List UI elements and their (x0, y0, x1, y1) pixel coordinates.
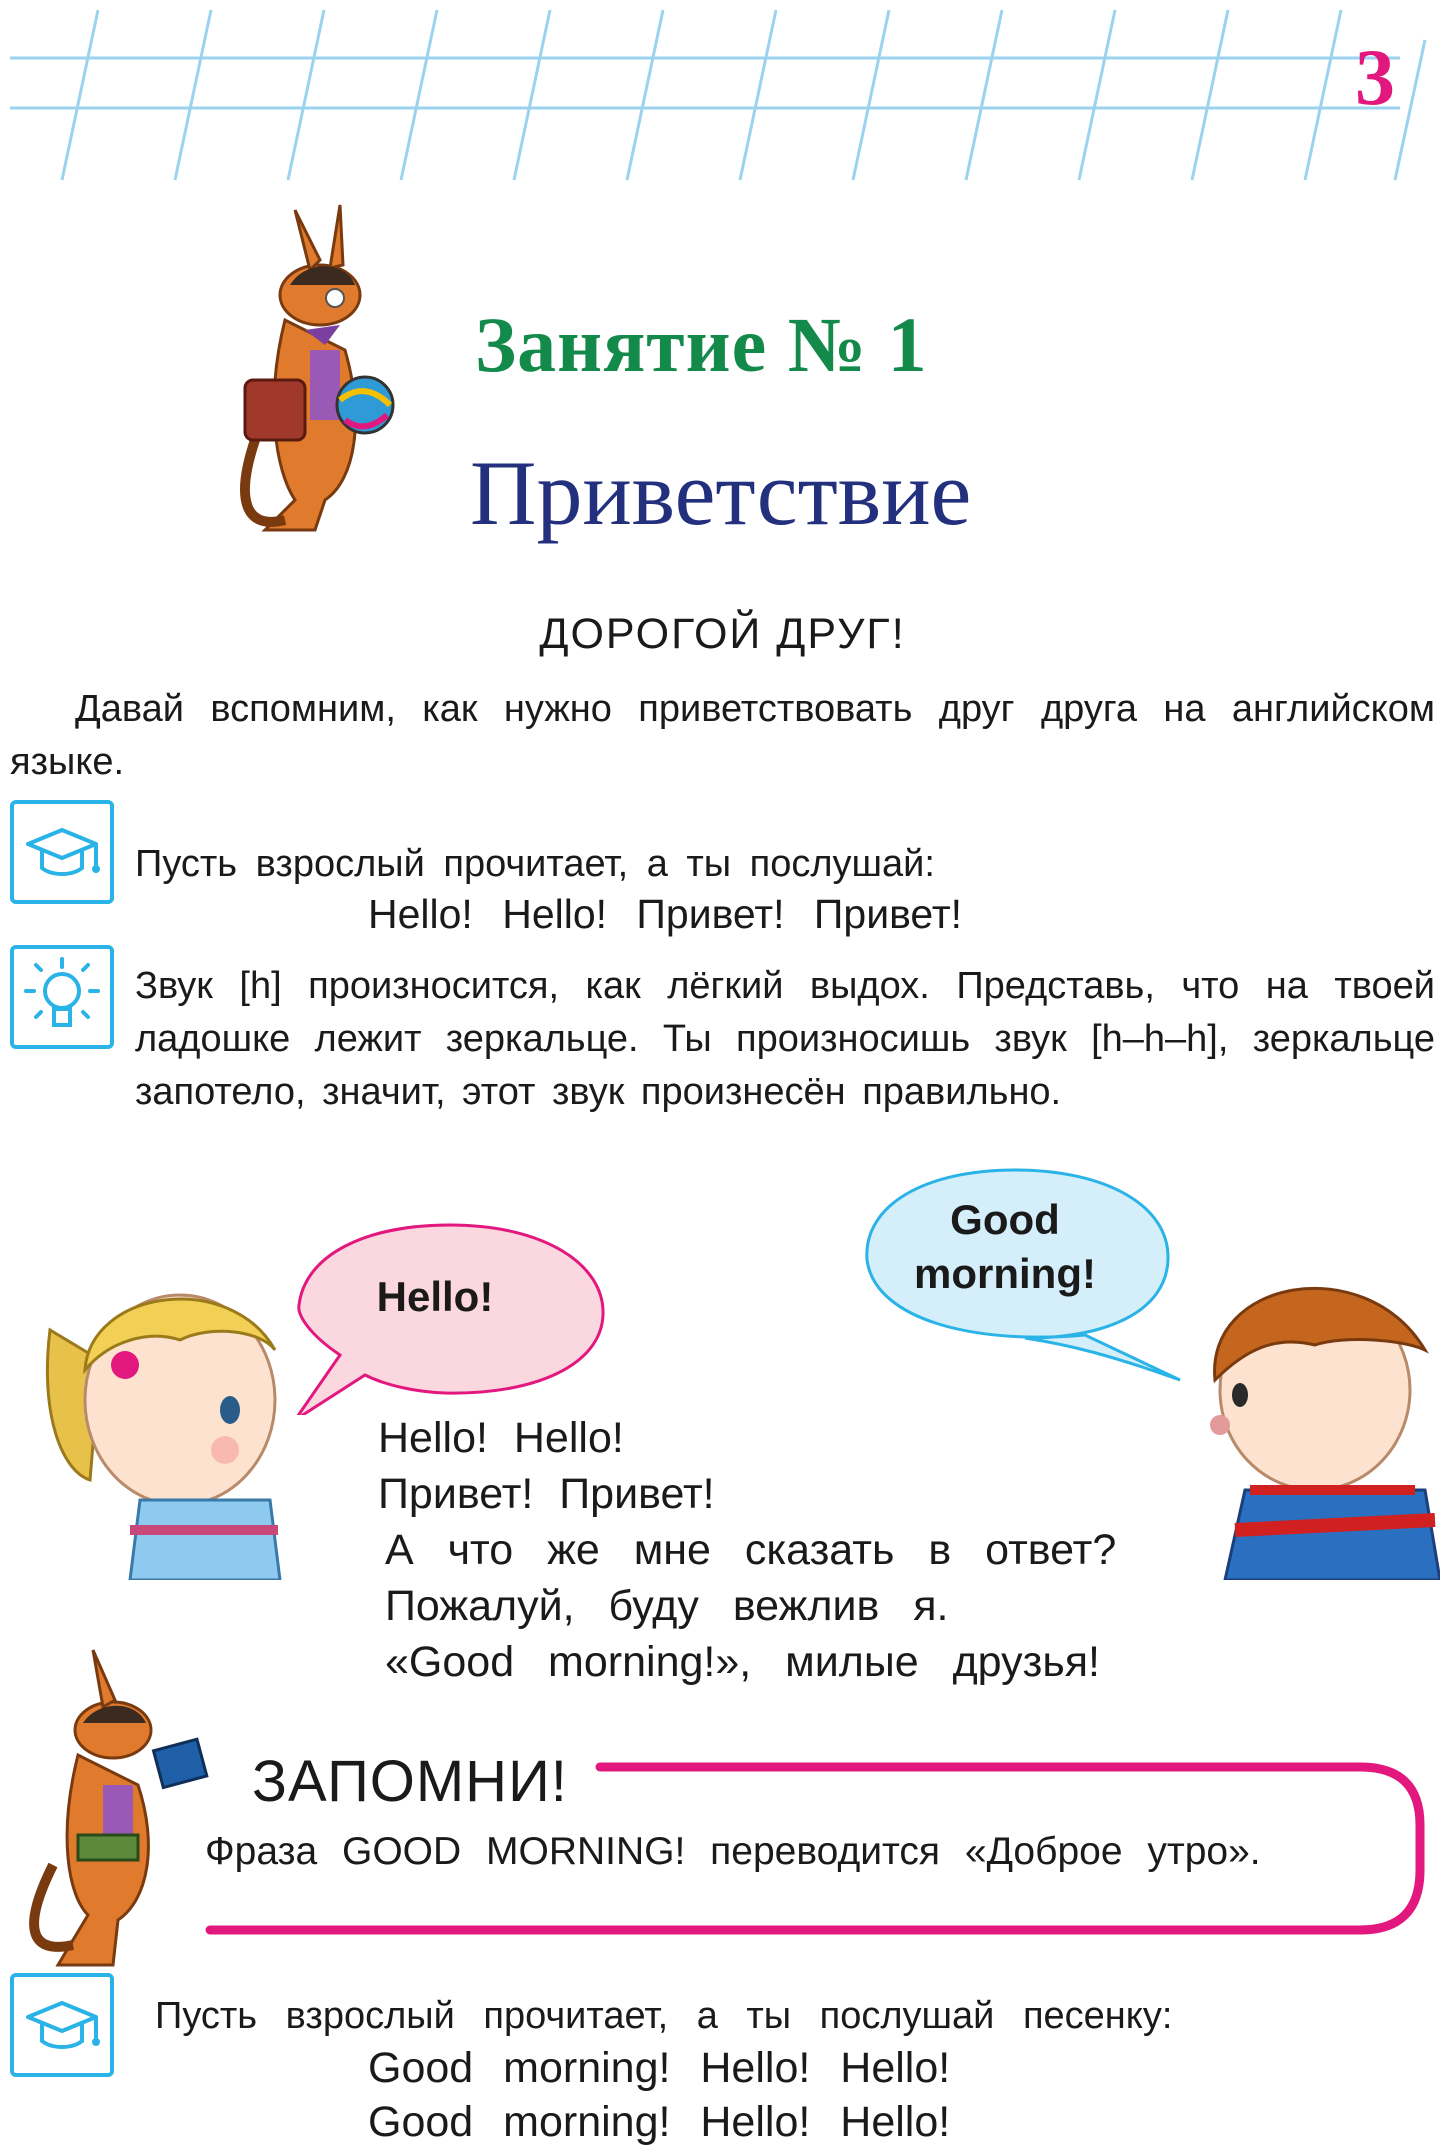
remember-title: ЗАПОМНИ! (252, 1749, 568, 1814)
kangaroo-reading-illustration (18, 1645, 218, 1975)
boy-illustration (1165, 1260, 1440, 1580)
graduation-cap-icon (10, 1973, 114, 2077)
poem-line-1: Hello! Hello! (378, 1414, 624, 1462)
header-ruling (0, 0, 1445, 190)
boy-speech-line1: Good (950, 1196, 1060, 1243)
song-line-2: Good morning! Hello! Hello! (368, 2098, 951, 2146)
poem-line-5: «Good morning!», милые друзья! (385, 1638, 1100, 1686)
lesson-subtitle: Приветствие (470, 442, 972, 544)
poem-line-3: А что же мне сказать в ответ? (385, 1526, 1117, 1574)
poem-line-4: Пожалуй, буду вежлив я. (385, 1582, 949, 1630)
tip-text: Звук [h] произносится, как лёгкий выдох. Представь, что на твоей ладошке лежит зеркальце. Ты произносишь звук [h–h–h], зеркальце запотело, значит, этот звук произнесён правильно. (135, 965, 1435, 1113)
kangaroo-mascot-illustration (225, 200, 425, 560)
page-number: 3 (1355, 34, 1395, 122)
remember-text: Фраза GOOD MORNING! переводится «Доброе утро». (205, 1830, 1261, 1873)
boy-speech-line2: morning! (914, 1250, 1096, 1297)
light-bulb-icon (10, 945, 114, 1049)
song-instruction: Пусть взрослый прочитает, а ты послушай песенку: (155, 1995, 1173, 2037)
graduation-cap-icon (10, 800, 114, 904)
girl-speech-text: Hello! (376, 1273, 494, 1320)
greeting-heading: ДОРОГОЙ ДРУГ! (539, 610, 906, 658)
lesson-title: Занятие № 1 (475, 301, 928, 388)
listen-instruction: Пусть взрослый прочитает, а ты послушай: (135, 843, 935, 885)
intro-paragraph: Давай вспомним, как нужно приветствовать друг друга на английском языке. (10, 688, 1435, 783)
girl-illustration (30, 1270, 300, 1580)
song-line-1: Good morning! Hello! Hello! (368, 2044, 951, 2092)
poem-line-2: Привет! Привет! (378, 1470, 715, 1518)
listen-phrase: Hello! Hello! Привет! Привет! (368, 891, 963, 937)
